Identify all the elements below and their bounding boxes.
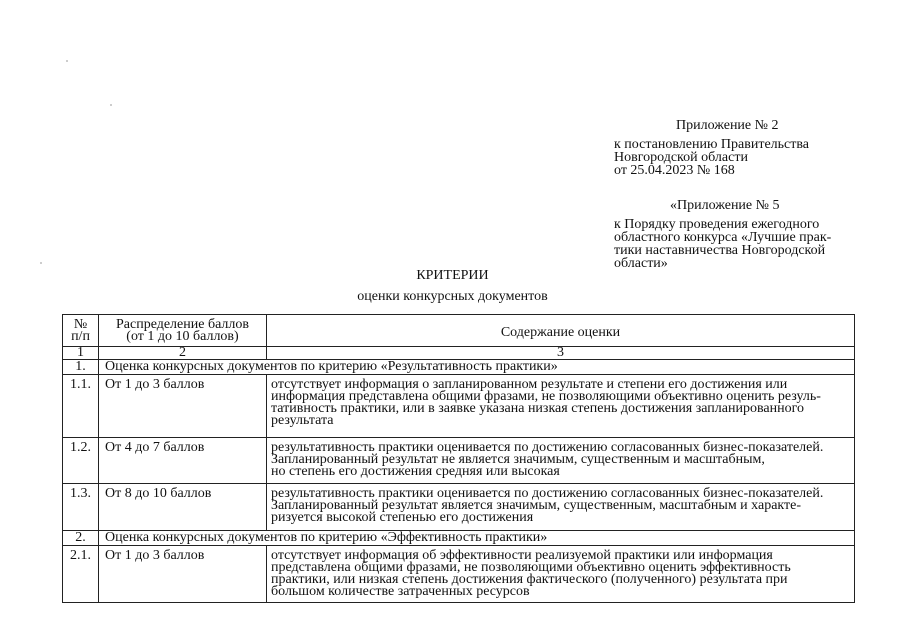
header-range-line: Распределение баллов — [115, 316, 249, 332]
annex-line: к постановлению Правительства — [614, 137, 810, 152]
header-number — [63, 315, 99, 347]
column-index: 3 — [267, 347, 855, 360]
content-line: информация представлена общими фразами, не позволяющими объективно оценить резуль- — [271, 389, 821, 404]
table-row — [63, 484, 855, 531]
content-line: представлена общими фразами, не позволяющими объективно оценить эффективность — [271, 560, 791, 575]
header-number-line: № — [73, 316, 88, 332]
content-line: практики, или низкая степень достижения фактического (полученного) результата при — [271, 572, 788, 587]
row-content — [267, 484, 855, 531]
header-content: Содержание оценки — [267, 315, 855, 347]
content-line: Запланированный результат является значимым, существенным, масштабным и характе- — [271, 498, 802, 513]
annex5-title: «Приложение № 5 — [670, 198, 780, 213]
content-line: отсутствует информация о запланированном результате и степени его достижения или — [271, 377, 788, 392]
column-index: 1 — [63, 347, 99, 360]
annex5-reference — [614, 218, 831, 270]
annex5-line: областного конкурса «Лучшие прак- — [614, 230, 832, 245]
annex-reference — [614, 138, 809, 177]
criteria-table — [62, 314, 855, 603]
row-number: 1.1. — [63, 375, 99, 438]
table-header-row — [63, 315, 855, 347]
row-number: 1.2. — [63, 438, 99, 484]
table-row — [63, 546, 855, 603]
annex-title: Приложение № 2 — [676, 118, 779, 133]
content-line: Запланированный результат не является значимым, существенным и масштабным, — [271, 452, 765, 467]
scan-speck — [110, 104, 112, 106]
content-line: тативность практики, или в заявке указана низкая степень достижения запланированного — [271, 401, 805, 416]
scan-speck — [66, 60, 68, 62]
section-row — [63, 531, 855, 546]
document-title: КРИТЕРИИ — [416, 268, 489, 283]
section-label: Оценка конкурсных документов по критерию «Эффективность практики» — [99, 531, 855, 546]
section-row — [63, 360, 855, 375]
column-index: 2 — [99, 347, 267, 360]
row-content — [267, 375, 855, 438]
table-row — [63, 438, 855, 484]
content-line: результата — [271, 413, 334, 428]
section-number: 2. — [63, 531, 99, 546]
row-number: 2.1. — [63, 546, 99, 603]
scan-speck — [40, 262, 42, 264]
content-line: отсутствует информация об эффективности реализуемой практики или информация — [271, 548, 773, 563]
header-score-range — [99, 315, 267, 347]
content-line: но степень его достижения средняя или высокая — [271, 464, 560, 479]
annex5-line: тики наставничества Новгородской — [614, 243, 826, 258]
section-label: Оценка конкурсных документов по критерию «Результативность практики» — [99, 360, 855, 375]
row-score-range: От 4 до 7 баллов — [99, 438, 267, 484]
header-range-line: (от 1 до 10 баллов) — [126, 328, 239, 344]
row-number: 1.3. — [63, 484, 99, 531]
section-number: 1. — [63, 360, 99, 375]
annex-line: от 25.04.2023 № 168 — [614, 163, 735, 178]
content-line: ризуется высокой степенью его достижения — [271, 510, 534, 525]
content-line: результативность практики оценивается по достижению согласованных бизнес-показателей. — [271, 486, 824, 501]
row-content — [267, 438, 855, 484]
row-content — [267, 546, 855, 603]
header-number-line: п/п — [71, 328, 90, 344]
row-score-range: От 1 до 3 баллов — [99, 375, 267, 438]
annex-line: Новгородской области — [614, 150, 748, 165]
annex5-line: к Порядку проведения ежегодного — [614, 217, 820, 232]
document-subtitle: оценки конкурсных документов — [357, 289, 548, 304]
row-score-range: От 1 до 3 баллов — [99, 546, 267, 603]
content-line: результативность практики оценивается по достижению согласованных бизнес-показателей. — [271, 440, 824, 455]
table-row — [63, 375, 855, 438]
annex5-line: области» — [614, 256, 668, 271]
content-line: большом количестве затраченных ресурсов — [271, 584, 530, 599]
row-score-range: От 8 до 10 баллов — [99, 484, 267, 531]
column-index-row — [63, 347, 855, 360]
